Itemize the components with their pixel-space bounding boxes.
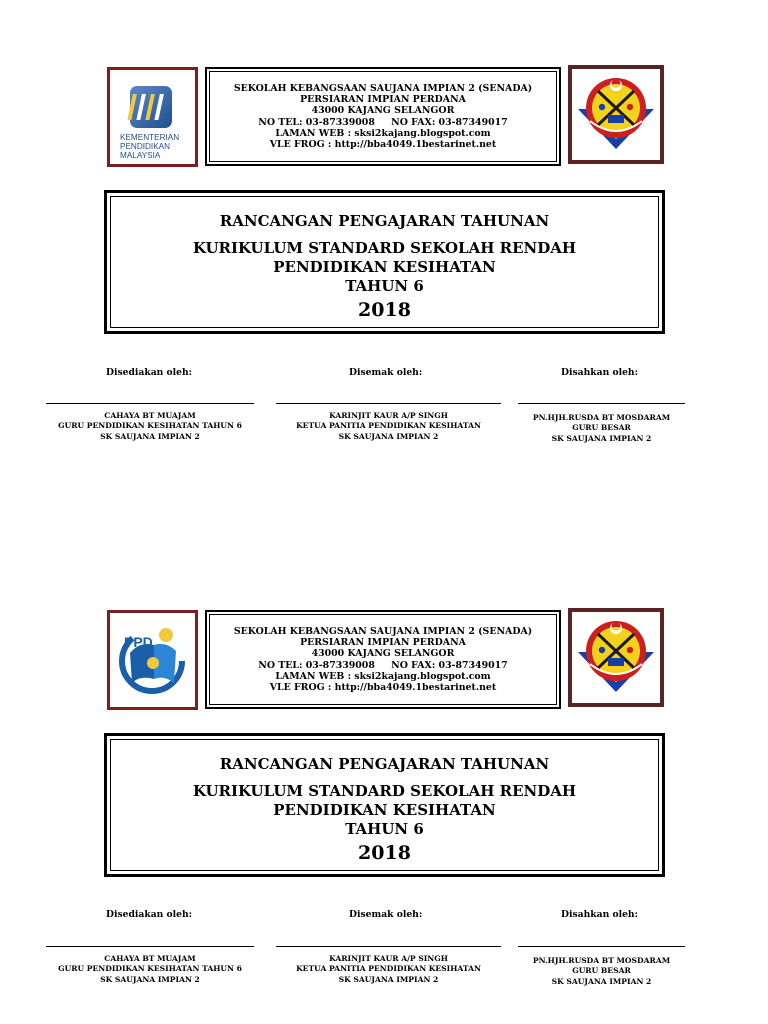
curriculum-heading: [107, 782, 662, 839]
curriculum-name: KURIKULUM STANDARD SEKOLAH RENDAH: [192, 782, 577, 800]
signatory-position: GURU BESAR: [572, 423, 631, 433]
document-title: RANCANGAN PENGAJARAN TAHUNAN: [219, 212, 550, 230]
signatory-school: SK SAUJANA IMPIAN 2: [551, 433, 652, 443]
approved-by-block: [518, 956, 685, 987]
signature-line: [46, 946, 254, 947]
curriculum-heading: [107, 239, 662, 296]
kpm-emblem-icon: [110, 70, 195, 164]
year-level: TAHUN 6: [345, 820, 424, 838]
signatory-name: CAHAYA BT MUAJAM: [104, 411, 196, 420]
signatory-school: SK SAUJANA IMPIAN 2: [100, 974, 200, 984]
prepared-by-label: Disediakan oleh:: [106, 367, 193, 378]
academic-year: 2018: [358, 842, 411, 864]
signatory-name: PN.HJH.RUSDA BT MOSDARAM: [532, 413, 671, 422]
phone-fax: NO TEL: 03-87339008 NO FAX: 03-87349017: [258, 116, 508, 128]
cover-title-box: [104, 733, 665, 877]
approved-by-label: Disahkan oleh:: [561, 909, 638, 920]
year-level: TAHUN 6: [345, 277, 424, 295]
signatory-name: CAHAYA BT MUAJAM: [104, 954, 196, 963]
svg-text:KEMENTERIAN: KEMENTERIAN: [120, 133, 180, 142]
signature-line: [518, 403, 685, 404]
signatory-school: SK SAUJANA IMPIAN 2: [338, 974, 439, 984]
vle-frog: VLE FROG : http://bba4049.1bestarinet.net: [269, 138, 497, 150]
website: LAMAN WEB : sksi2kajang.blogspot.com: [275, 127, 491, 139]
school-emblem: [568, 65, 664, 164]
approved-by-label: Disahkan oleh:: [561, 367, 638, 378]
vle-frog: VLE FROG : http://bba4049.1bestarinet.net: [269, 681, 497, 693]
signatory-school: SK SAUJANA IMPIAN 2: [551, 976, 652, 986]
svg-text:PPD: PPD: [124, 634, 153, 650]
signatory-position: KETUA PANITIA PENDIDIKAN KESIHATAN: [296, 964, 481, 974]
checked-by-block: [276, 411, 501, 442]
school-crest-icon: [572, 69, 660, 160]
address-street: PERSIARAN IMPIAN PERDANA: [300, 637, 466, 649]
signatory-position: KETUA PANITIA PENDIDIKAN KESIHATAN: [296, 421, 481, 431]
school-name: SEKOLAH KEBANGSAAN SAUJANA IMPIAN 2 (SENADA): [233, 82, 533, 94]
cover-section-2: [0, 543, 768, 1024]
signatory-position: GURU BESAR: [572, 966, 631, 976]
signatory-school: SK SAUJANA IMPIAN 2: [338, 431, 439, 441]
prepared-by-label: Disediakan oleh:: [106, 909, 193, 920]
subject-name: PENDIDIKAN KESIHATAN: [273, 258, 496, 276]
curriculum-name: KURIKULUM STANDARD SEKOLAH RENDAH: [192, 239, 577, 257]
svg-text:MALAYSIA: MALAYSIA: [120, 151, 161, 160]
website: LAMAN WEB : sksi2kajang.blogspot.com: [275, 670, 491, 682]
address-street: PERSIARAN IMPIAN PERDANA: [300, 94, 466, 106]
cover-title-box: [104, 190, 665, 334]
address-city: 43000 KAJANG SELANGOR: [311, 648, 455, 660]
checked-by-label: Disemak oleh:: [349, 367, 423, 378]
signature-line: [46, 403, 254, 404]
school-emblem: [568, 608, 664, 707]
school-address-box: [205, 67, 561, 166]
address-city: 43000 KAJANG SELANGOR: [311, 105, 455, 117]
ppd-logo: [107, 610, 198, 710]
approved-by-block: [518, 413, 685, 444]
phone-fax: NO TEL: 03-87339008 NO FAX: 03-87349017: [258, 659, 508, 671]
signature-line: [518, 946, 685, 947]
school-address-box: [205, 610, 561, 709]
signatory-position: GURU PENDIDIKAN KESIHATAN TAHUN 6: [58, 421, 242, 431]
checked-by-block: [276, 954, 501, 985]
academic-year: 2018: [358, 299, 411, 321]
kpm-logo: [107, 67, 198, 167]
signatory-position: GURU PENDIDIKAN KESIHATAN TAHUN 6: [58, 964, 242, 974]
document-title: RANCANGAN PENGAJARAN TAHUNAN: [219, 755, 550, 773]
ppd-emblem-icon: [110, 613, 195, 707]
prepared-by-block: [42, 411, 258, 442]
prepared-by-block: [42, 954, 258, 985]
signature-line: [276, 403, 501, 404]
checked-by-label: Disemak oleh:: [349, 909, 423, 920]
school-crest-icon: [572, 612, 660, 703]
signature-line: [276, 946, 501, 947]
subject-name: PENDIDIKAN KESIHATAN: [273, 801, 496, 819]
signatory-name: KARINJIT KAUR A/P SINGH: [329, 954, 448, 963]
svg-text:PENDIDIKAN: PENDIDIKAN: [120, 142, 171, 151]
signatory-name: PN.HJH.RUSDA BT MOSDARAM: [532, 956, 671, 965]
signatory-name: KARINJIT KAUR A/P SINGH: [329, 411, 448, 420]
signatory-school: SK SAUJANA IMPIAN 2: [100, 431, 200, 441]
school-name: SEKOLAH KEBANGSAAN SAUJANA IMPIAN 2 (SENADA): [233, 625, 533, 637]
